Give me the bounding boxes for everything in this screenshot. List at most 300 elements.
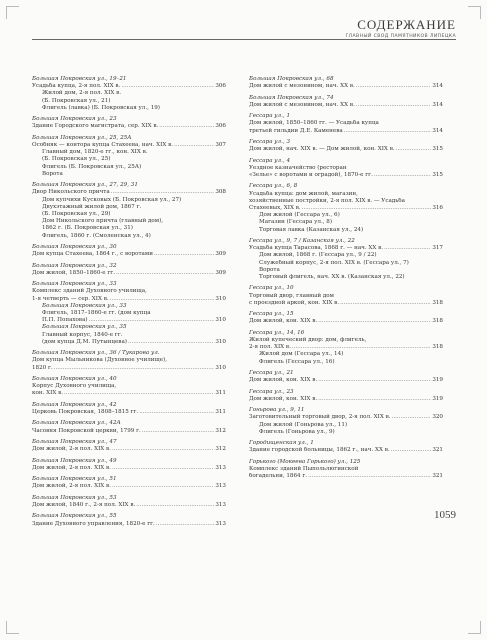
toc-line-with-page <box>32 251 226 258</box>
entry-page-number: 309 <box>215 269 226 276</box>
toc-entry <box>249 330 443 366</box>
toc-line <box>249 238 443 245</box>
toc-line <box>32 149 226 156</box>
entry-text: Комплекс зданий Пыпольлюгинской <box>249 465 359 472</box>
entry-text: Дом купчихи Кусковых (Б. Покровская ул., 27) <box>42 196 182 203</box>
toc-line-with-page <box>32 465 226 472</box>
entry-text: Усадьба купца: дом жилой, магазин, <box>249 190 358 197</box>
toc-line <box>32 458 226 465</box>
dot-leader <box>340 300 431 307</box>
entry-address: Большая Покровская ул., 27, 29, 31 <box>32 182 138 189</box>
entry-page-number: 309 <box>215 251 226 258</box>
toc-entry <box>249 158 443 180</box>
entry-address: Большая Покровская ул., 42А <box>32 420 121 427</box>
entry-address: Большая Покровская ул., 33 <box>42 302 127 309</box>
toc-line <box>32 233 226 240</box>
entry-address: Гессара ул., 3 <box>249 138 291 145</box>
toc-line <box>249 459 443 466</box>
entry-text: Заготовительный торговый двор, 2-я пол. XIX в. <box>249 414 391 421</box>
entry-text: (дом купца Д.М. Путынцева) <box>42 338 127 345</box>
entry-address: Большая Покровская ул., 35 <box>42 324 127 331</box>
toc-line <box>249 370 443 377</box>
toc-line <box>32 332 226 339</box>
dot-leader <box>396 146 432 153</box>
entry-page-number: 306 <box>215 83 226 90</box>
entry-page-number: 312 <box>215 427 226 434</box>
toc-line <box>249 330 443 337</box>
toc-entry <box>249 113 443 135</box>
entry-page-number: 311 <box>215 390 226 397</box>
toc-line <box>249 407 443 414</box>
entry-text: Дом жилой, кон. XIX в. <box>249 377 318 384</box>
toc-line <box>249 212 443 219</box>
entry-address: Гессара ул., 9, 7 / Казанская ул., 22 <box>249 237 355 244</box>
toc-line <box>32 90 226 97</box>
entry-address: Большая Покровская ул., 51 <box>32 476 117 483</box>
toc-entry <box>249 407 443 436</box>
entry-page-number: 319 <box>432 377 443 384</box>
entry-text: Усадьба купца Тарасова, 1868 г. — нач. XX в. <box>249 245 384 252</box>
toc-line <box>32 476 226 483</box>
toc-entry <box>249 440 443 454</box>
toc-entry <box>32 182 226 240</box>
entry-address: Большая Покровская ул., 30 <box>32 244 117 251</box>
entry-page-number: 311 <box>215 409 226 416</box>
toc-line-with-page <box>249 205 443 212</box>
entry-page-number: 308 <box>215 189 226 196</box>
toc-line <box>32 495 226 502</box>
toc-line <box>32 420 226 427</box>
toc-line-with-page <box>249 128 443 135</box>
toc-line <box>32 197 226 204</box>
entry-text: Часовня Покровской церкви, 1799 г. <box>32 427 141 434</box>
entry-text: Дом жилой (Гоньрова ул., 11) <box>259 421 348 428</box>
dot-leader <box>391 447 432 454</box>
entry-page-number: 318 <box>432 344 443 351</box>
dot-leader <box>128 339 214 346</box>
toc-line-with-page <box>32 83 226 90</box>
toc-entry <box>32 350 226 372</box>
running-header <box>345 17 456 39</box>
toc-line <box>32 76 226 83</box>
toc-line <box>249 183 443 190</box>
entry-text: Флигель (Гоньрова ул., 9) <box>259 428 335 435</box>
crop-mark-bottom-right <box>468 621 481 634</box>
toc-entry <box>32 281 226 346</box>
toc-line <box>249 351 443 358</box>
entry-address: Большая Покровская ул., 25, 25А <box>32 134 132 141</box>
dot-leader <box>112 446 214 453</box>
entry-text: Дом жилой с мезонином, нач. XX в. <box>249 101 355 108</box>
dot-leader <box>374 172 431 179</box>
entry-address: Большая Покровская ул., 42 <box>32 401 117 408</box>
entry-address: Гессара ул., 23 <box>249 388 294 395</box>
toc-line <box>249 113 443 120</box>
entry-text: Дом жилой, 1850–1860 гг. — Усадьба купца <box>249 120 379 127</box>
entry-address: Большая Покровская ул., 23 <box>32 116 117 123</box>
toc-line <box>249 219 443 226</box>
toc-entry <box>249 459 443 481</box>
toc-line <box>32 182 226 189</box>
toc-entry <box>249 389 443 403</box>
entry-text: кон. XIX в. <box>32 390 64 397</box>
entry-address: Большая Покровская ул., 40 <box>32 376 117 383</box>
entry-page-number: 314 <box>432 127 443 134</box>
entry-page-number: 312 <box>215 446 226 453</box>
toc-line <box>32 211 226 218</box>
entry-text: Здание Городского магистрата, сер. XIX в. <box>32 123 159 130</box>
toc-line <box>249 139 443 146</box>
toc-line <box>32 402 226 409</box>
entry-page-number: 306 <box>215 123 226 130</box>
entry-text: Двухэтажный жилой дом, 1867 г. <box>42 203 142 210</box>
toc-right-column <box>249 76 443 485</box>
entry-address: Большая Покровская ул., 33 <box>32 281 117 288</box>
dot-leader <box>136 502 214 509</box>
entry-address: Гессара ул., 14, 16 <box>249 329 305 336</box>
entry-page-number: 319 <box>432 395 443 402</box>
toc-line <box>249 227 443 234</box>
toc-line-with-page <box>32 409 226 416</box>
toc-line <box>32 376 226 383</box>
toc-line-with-page <box>249 102 443 109</box>
toc-line <box>249 198 443 205</box>
toc-line-with-page <box>249 245 443 252</box>
toc-line <box>249 158 443 165</box>
toc-left-column <box>32 76 226 532</box>
toc-line <box>249 285 443 292</box>
entry-text: Усадьба купца, 2-я пол. XIX в. <box>32 83 121 90</box>
toc-line-with-page <box>32 446 226 453</box>
toc-entry <box>32 135 226 178</box>
page-number: 1059 <box>434 509 456 521</box>
toc-line <box>249 311 443 318</box>
entry-address: Большая Покровская ул., 32 <box>32 262 117 269</box>
entry-address: Горького (Мокеева Горького) ул., 125 <box>249 458 361 465</box>
entry-page-number: 314 <box>432 83 443 90</box>
toc-line-with-page <box>32 270 226 277</box>
entry-text: Дом жилой, 1850–1860-е гг. <box>32 269 116 276</box>
toc-line-with-page <box>249 146 443 153</box>
entry-page-number: 313 <box>215 483 226 490</box>
entry-page-number: 313 <box>215 464 226 471</box>
toc-line-with-page <box>32 390 226 397</box>
entry-text: Служебный корпус, 2-я пол. XIX в. (Гессара ул., 7) <box>259 259 409 266</box>
entry-page-number: 316 <box>432 204 443 211</box>
toc-line-with-page <box>249 300 443 307</box>
dot-leader <box>110 296 215 303</box>
toc-line <box>32 105 226 112</box>
entry-text: Дом жилой, 2-я пол. XIX в. <box>32 464 111 471</box>
toc-line <box>32 513 226 520</box>
dot-leader <box>112 465 214 472</box>
entry-text: Дом купца Стахеева, 1864 г., с воротами <box>32 251 153 258</box>
toc-entry <box>32 402 226 416</box>
toc-line <box>32 324 226 331</box>
entry-text: Двор Никольского причта <box>32 189 110 196</box>
crop-mark-top-left <box>6 6 19 19</box>
dot-leader <box>384 245 431 252</box>
toc-entry <box>32 116 226 130</box>
dot-leader <box>142 428 214 435</box>
entry-address: Большая Покровская ул., 47 <box>32 439 117 445</box>
dot-leader <box>344 128 432 135</box>
toc-line-with-page <box>249 414 443 421</box>
dot-leader <box>292 344 431 351</box>
dot-leader <box>89 317 215 324</box>
entry-address: Гессара ул., 4 <box>249 157 291 164</box>
dot-leader <box>318 396 431 403</box>
entry-text: (Б. Покровская ул., 29) <box>42 211 111 218</box>
entry-text: Уездное казначейство (ресторан <box>249 164 347 171</box>
entry-text: Дом жилой с мезонином, нач. XX в. <box>249 83 355 90</box>
entry-text: Флигель (лавка) (Б. Покровская ул., 19) <box>42 104 160 111</box>
toc-line <box>32 204 226 211</box>
entry-text: Флигель, 1860 г. (Смоленская ул., 4) <box>42 232 151 239</box>
entry-text: (Б. Покровская ул., 25) <box>42 156 111 163</box>
entry-text: Жилой купеческий двор: дом, флигель, <box>249 336 367 343</box>
entry-text: Дом жилой, 1840 г., 2-я пол. XIX в. <box>32 501 136 508</box>
entry-text: Жилой дом, 2-я пол. XIX в. <box>42 90 122 97</box>
entry-text: Дом жилой, 1868 г. (Гессара ул., 9 / 22) <box>259 252 377 259</box>
entry-text: Особняк — контора купца Стахеева, нач. XIX в. <box>32 142 174 148</box>
dot-leader <box>392 414 432 421</box>
entry-address: Гессара ул., 15 <box>249 311 294 318</box>
entry-text: с проездной аркой, кон. XIX в. <box>249 299 340 306</box>
toc-line <box>249 95 443 102</box>
entry-page-number: 318 <box>432 299 443 306</box>
dot-leader <box>356 83 432 90</box>
toc-line <box>32 225 226 232</box>
toc-line <box>249 76 443 83</box>
toc-line <box>32 244 226 251</box>
toc-line-with-page <box>32 483 226 490</box>
toc-entry <box>249 285 443 307</box>
entry-text: Дом жилой, 2-я пол. XIX в. <box>32 483 111 490</box>
dot-leader <box>139 409 214 416</box>
toc-entry <box>249 95 443 109</box>
toc-line <box>249 252 443 259</box>
toc-line-with-page <box>32 339 226 346</box>
entry-page-number: 310 <box>215 317 226 324</box>
toc-line <box>249 267 443 274</box>
toc-line <box>249 359 443 366</box>
entry-text: Дом жилой, 2-я пол. XIX в. <box>32 446 111 453</box>
toc-line-with-page <box>32 317 226 324</box>
entry-text: 2-я пол. XIX в. <box>249 344 291 351</box>
toc-line-with-page <box>249 83 443 90</box>
toc-line <box>249 466 443 473</box>
entry-text: Церковь Покровская, 1808–1815 гг. <box>32 409 139 416</box>
entry-address: Большая Покровская ул., 36 / Тукарова ул. <box>32 350 160 357</box>
entry-text: Главный дом, 1820-е гг., кон. XIX в. <box>42 149 148 156</box>
toc-line <box>32 350 226 357</box>
toc-entry <box>249 183 443 233</box>
entry-page-number: 318 <box>432 318 443 325</box>
entry-text: 1862 г. (Б. Покровская ул., 31) <box>42 225 133 232</box>
toc-line <box>32 98 226 105</box>
toc-line <box>249 422 443 429</box>
entry-address: Большая Покровская ул., 74 <box>249 94 334 101</box>
dot-leader <box>318 377 431 384</box>
entry-page-number: 315 <box>432 171 443 178</box>
toc-entry <box>32 495 226 509</box>
toc-line <box>249 120 443 127</box>
toc-entry <box>32 244 226 258</box>
toc-line-with-page <box>32 521 226 528</box>
entry-page-number: 313 <box>215 501 226 508</box>
toc-line <box>32 116 226 123</box>
entry-text: Дом жилой, нач. XIX в. — Дом жилой, кон. XIX в. <box>249 146 395 153</box>
toc-line <box>32 164 226 171</box>
toc-line-with-page <box>32 123 226 130</box>
entry-address: Гессара ул., 1 <box>249 113 291 120</box>
entry-text: Торговый двор, главный дом <box>249 292 335 299</box>
entry-text: 1820 г. <box>32 364 53 371</box>
entry-text: «Зелье» с воротами и оградой), 1870-е гг. <box>249 171 373 178</box>
entry-address: Большая Покровская ул., 68 <box>249 76 334 82</box>
entry-text: Магазин (Гессара ул., 8) <box>259 219 333 226</box>
dot-leader <box>302 205 432 212</box>
dot-leader <box>308 473 431 480</box>
entry-text: Комплекс зданий Духовного училища, <box>32 288 147 295</box>
entry-text: Здание Духовного управления, 1820-е гг. <box>32 520 155 527</box>
toc-line-with-page <box>32 365 226 372</box>
toc-line-with-page <box>249 396 443 403</box>
entry-page-number: 310 <box>215 364 226 371</box>
entry-text: 1-я четверть — сер. XIX в. <box>32 295 109 302</box>
toc-entry <box>32 376 226 398</box>
entry-text: Торговый флигель, нач. XX в. (Казанская ул., 22) <box>259 274 405 280</box>
toc-line <box>32 218 226 225</box>
toc-line <box>32 357 226 364</box>
entry-page-number: 314 <box>432 101 443 108</box>
toc-line-with-page <box>249 344 443 351</box>
page-subtitle: ГЛАВНЫЙ СВОД ПАМЯТНИКОВ ЛИПЕЦКА <box>345 34 456 39</box>
entry-page-number: 315 <box>432 146 443 153</box>
entry-page-number: 310 <box>215 295 226 302</box>
toc-line <box>32 281 226 288</box>
toc-line <box>32 439 226 446</box>
entry-text: П.П. Попахова) <box>42 317 88 324</box>
entry-text: Дом купца Мыльникова (Духовное училище), <box>32 357 167 364</box>
toc-line-with-page <box>32 142 226 149</box>
toc-entry <box>32 513 226 527</box>
dot-leader <box>111 189 215 196</box>
entry-text: (Б. Покровская ул., 21) <box>42 97 111 104</box>
toc-line-with-page <box>32 428 226 435</box>
header-rule <box>32 39 456 40</box>
toc-entry <box>32 439 226 453</box>
toc-entry <box>32 458 226 472</box>
toc-line <box>249 274 443 281</box>
dot-leader <box>174 142 214 149</box>
entry-text: Стахеевых, XIX в. <box>249 204 301 211</box>
entry-address: Гессара ул., 10 <box>249 285 294 292</box>
toc-line-with-page <box>249 377 443 384</box>
dot-leader <box>318 318 431 325</box>
toc-line <box>32 288 226 295</box>
entry-text: Торговая лавка (Казанская ул., 24) <box>259 226 364 233</box>
page-title: СОДЕРЖАНИЕ <box>357 17 456 32</box>
toc-line-with-page <box>249 172 443 179</box>
entry-text: Дом жилой, кон. XIX в. <box>249 318 318 325</box>
entry-page-number: 321 <box>432 447 443 454</box>
toc-line <box>32 310 226 317</box>
toc-line <box>249 440 443 447</box>
dot-leader <box>156 521 214 528</box>
toc-line <box>32 383 226 390</box>
toc-entry <box>249 238 443 281</box>
dot-leader <box>159 123 214 130</box>
entry-address: Гессара ул., 6, 8 <box>249 183 298 190</box>
toc-line <box>249 429 443 436</box>
entry-page-number: 317 <box>432 245 443 252</box>
dot-leader <box>64 390 214 397</box>
toc-line <box>249 260 443 267</box>
toc-entry <box>249 76 443 90</box>
dot-leader <box>154 251 214 258</box>
entry-address: Гессара ул., 21 <box>249 369 294 376</box>
entry-page-number: 321 <box>432 473 443 480</box>
crop-mark-bottom-left <box>6 621 19 634</box>
toc-line <box>32 171 226 178</box>
dot-leader <box>116 270 214 277</box>
entry-address: Большая Покровская ул., 53 <box>32 494 117 501</box>
toc-entry <box>249 311 443 325</box>
entry-text: Жилой дом (Гессара ул., 14) <box>259 351 344 358</box>
entry-text: Флигель, 1817–1860-е гг. (дом купца <box>42 310 151 317</box>
entry-page-number: 320 <box>432 414 443 421</box>
dot-leader <box>121 83 214 90</box>
dot-leader <box>54 365 215 372</box>
toc-entry <box>249 139 443 153</box>
dot-leader <box>112 483 214 490</box>
toc-line <box>249 293 443 300</box>
entry-text: Главный корпус, 1840-е гг. <box>42 331 123 338</box>
toc-line <box>32 135 226 142</box>
toc-line <box>32 303 226 310</box>
entry-text: Дом Никольского причта (главный дом), <box>42 218 164 225</box>
entry-page-number: 310 <box>215 338 226 345</box>
toc-line-with-page <box>249 447 443 454</box>
toc-entry <box>32 420 226 434</box>
entry-text: Флигель (Б. Покровская ул., 25А) <box>42 163 142 170</box>
entry-address: Большая Покровская ул., 55 <box>32 513 117 520</box>
entry-address: Городищенская ул., 1 <box>249 440 314 447</box>
toc-line <box>249 337 443 344</box>
toc-line-with-page <box>32 502 226 509</box>
toc-line-with-page <box>249 318 443 325</box>
entry-page-number: 307 <box>215 142 226 148</box>
entry-text: Здание городской больницы, 1862 г., нач. XX в. <box>249 447 390 454</box>
entry-address: Большая Покровская ул., 49 <box>32 457 117 464</box>
toc-entry <box>249 370 443 384</box>
entry-address: Гоньрова ул., 9, 11 <box>249 407 305 414</box>
toc-line-with-page <box>249 473 443 480</box>
toc-line-with-page <box>32 189 226 196</box>
entry-text: богадельни, 1864 г. <box>249 473 308 480</box>
toc-line <box>249 389 443 396</box>
entry-text: Ворота <box>42 170 63 177</box>
toc-line <box>249 165 443 172</box>
entry-address: Большая Покровская ул., 19–21 <box>32 76 127 82</box>
toc-line <box>32 263 226 270</box>
dot-leader <box>356 102 432 109</box>
toc-line-with-page <box>32 296 226 303</box>
entry-text: Ворота <box>259 266 280 273</box>
toc-entry <box>32 263 226 277</box>
